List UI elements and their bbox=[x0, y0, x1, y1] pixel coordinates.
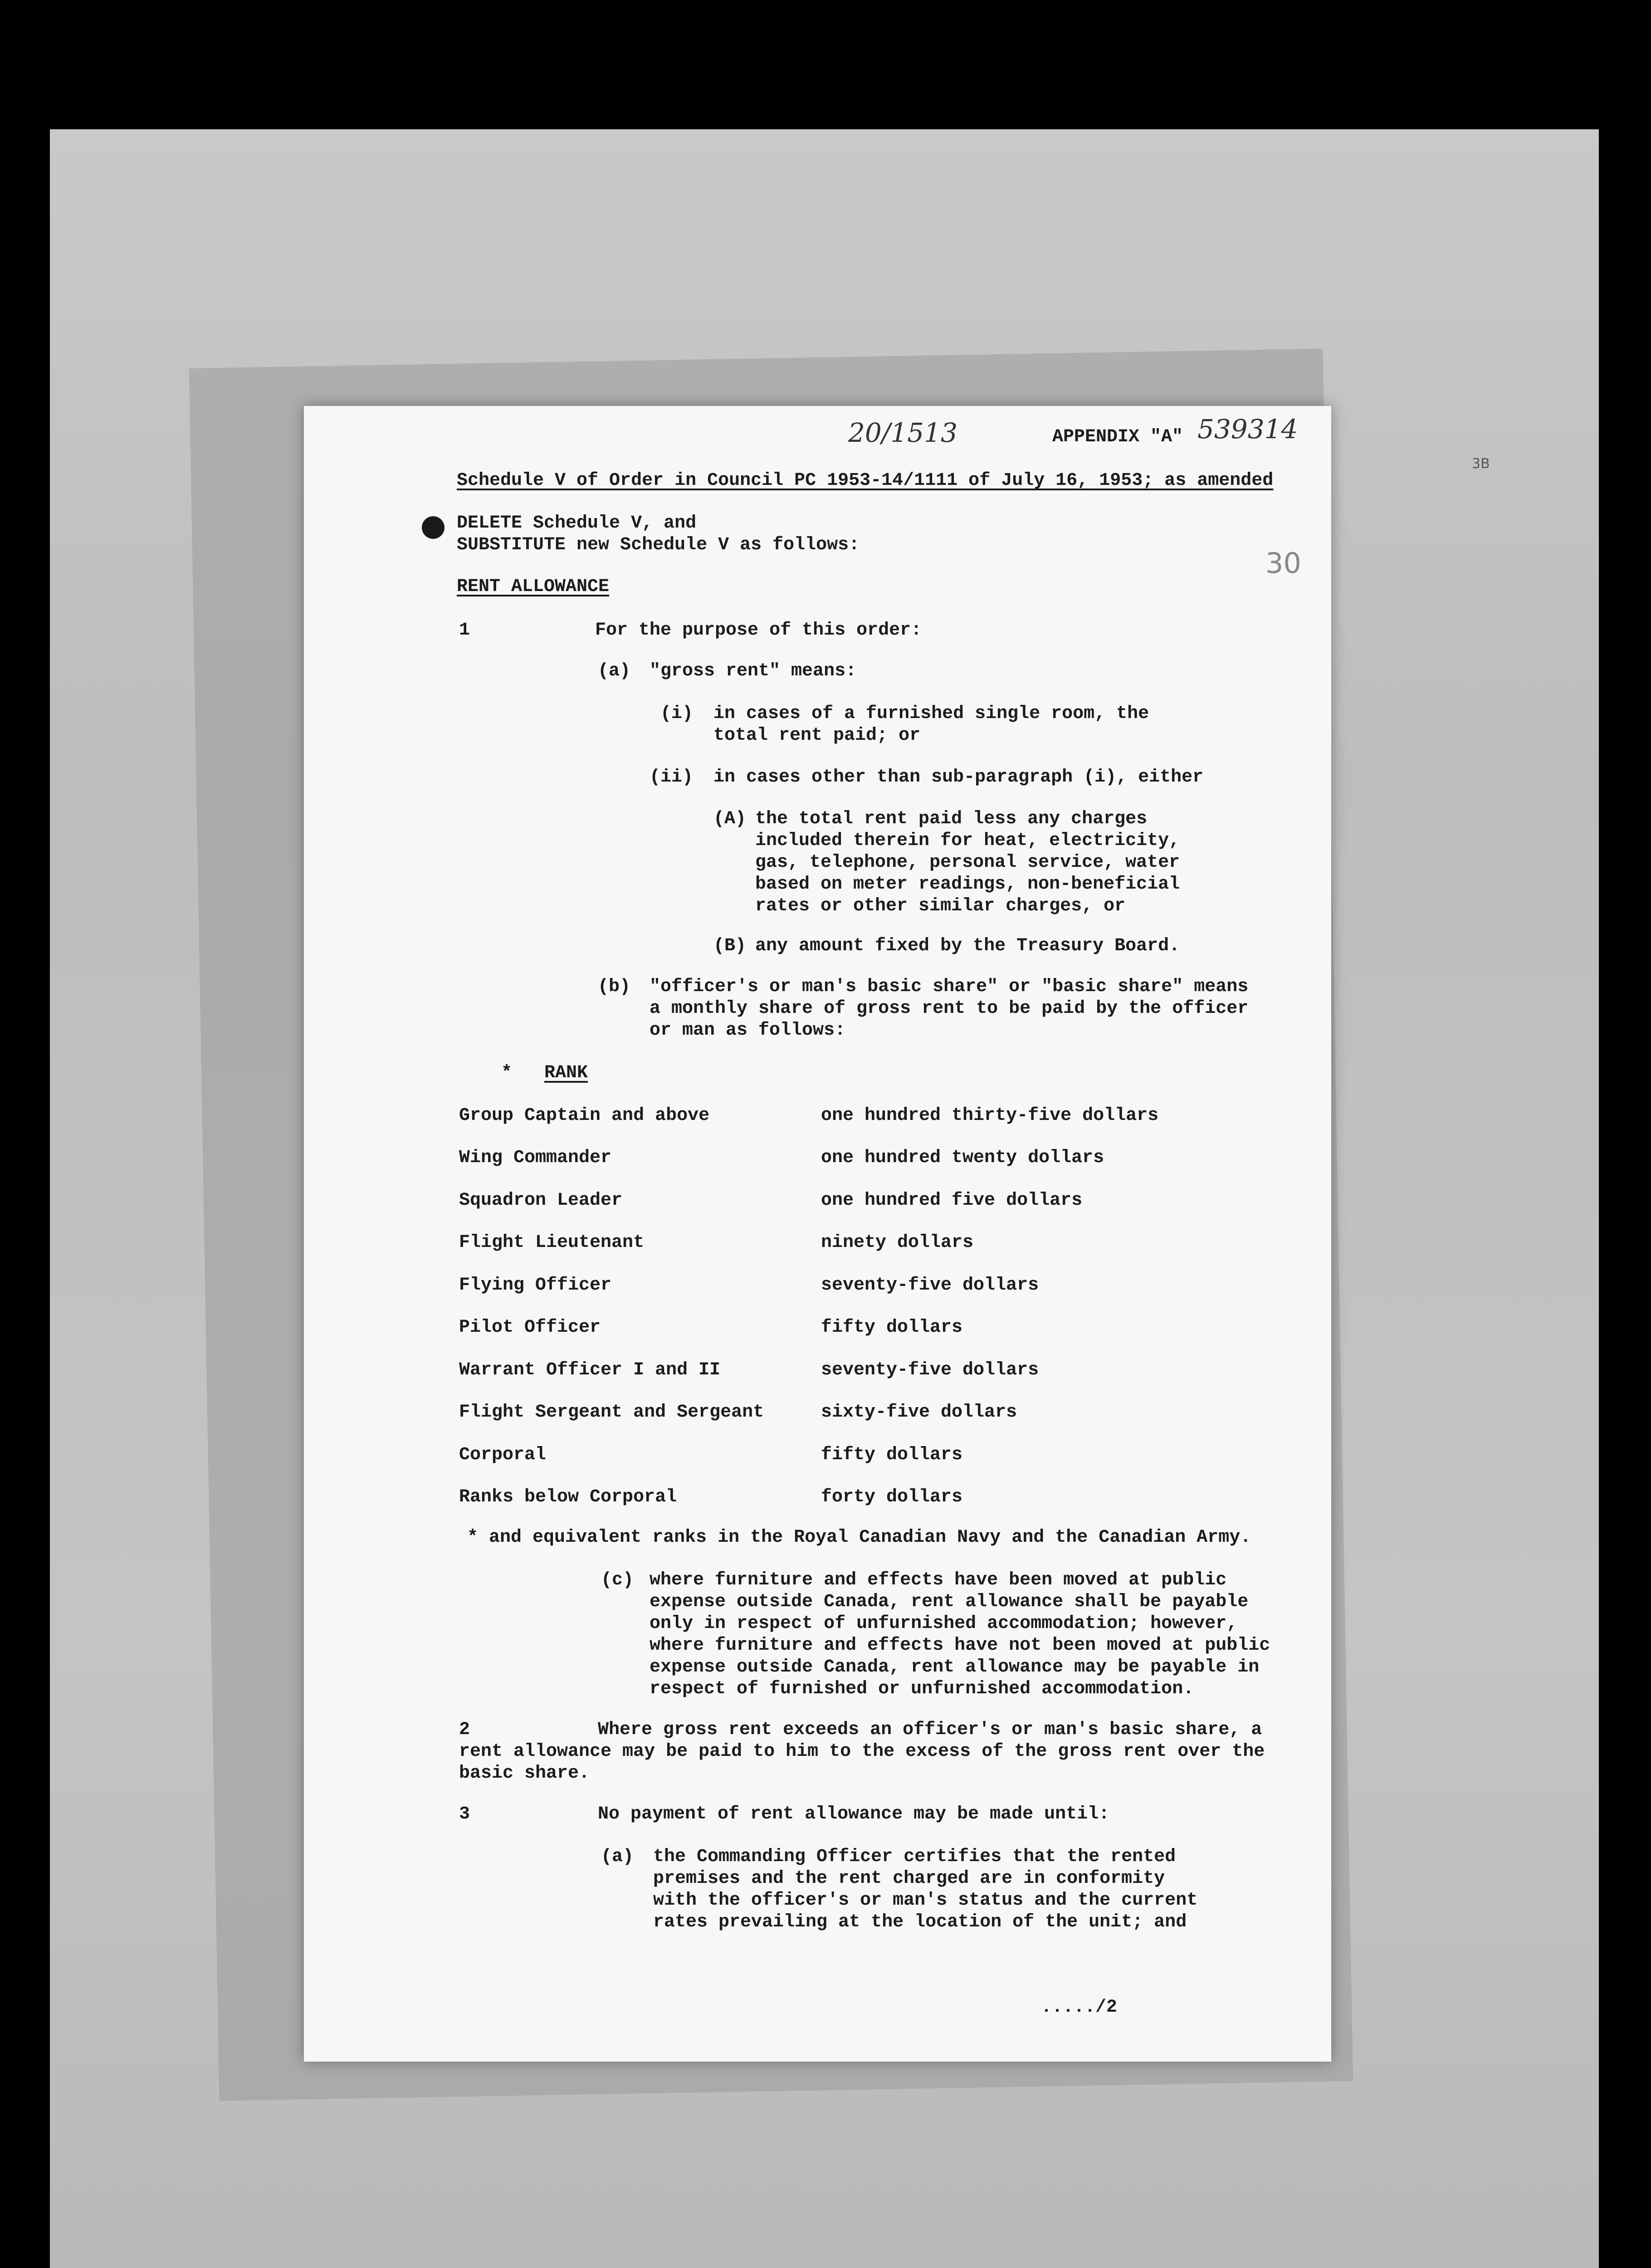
para1a-ii-B-label: (B) bbox=[713, 936, 747, 956]
intro-delete: DELETE Schedule V, and bbox=[457, 513, 697, 533]
para1b-line: a monthly share of gross rent to be paid by the officer bbox=[650, 998, 1249, 1019]
share-cell: forty dollars bbox=[821, 1487, 963, 1507]
para1a-ii-A-line: gas, telephone, personal service, water bbox=[755, 852, 1180, 873]
para3a-line: rates prevailing at the location of the unit; and bbox=[653, 1912, 1187, 1932]
para1a-ii-text: in cases other than sub-paragraph (i), either bbox=[713, 767, 1204, 787]
rank-marker: * bbox=[501, 1063, 513, 1083]
para3a-line: with the officer's or man's status and the current bbox=[653, 1890, 1198, 1911]
para1a-ii-A-line: the total rent paid less any charges bbox=[755, 809, 1148, 829]
para2-line2: rent allowance may be paid to him to the excess of the gross rent over the bbox=[459, 1741, 1265, 1762]
para3-number: 3 bbox=[459, 1804, 470, 1824]
share-cell: seventy-five dollars bbox=[821, 1275, 1039, 1295]
punch-hole bbox=[422, 516, 444, 539]
para1a-ii-A-line: included therein for heat, electricity, bbox=[755, 831, 1180, 851]
rank-cell: Pilot Officer bbox=[459, 1317, 601, 1338]
rank-cell: Wing Commander bbox=[459, 1148, 612, 1168]
rank-cell: Squadron Leader bbox=[459, 1190, 623, 1211]
intro-substitute: SUBSTITUTE new Schedule V as follows: bbox=[457, 535, 860, 555]
section-heading: RENT ALLOWANCE bbox=[457, 577, 610, 597]
share-cell: ninety dollars bbox=[821, 1232, 974, 1253]
share-cell: one hundred five dollars bbox=[821, 1190, 1083, 1211]
para1-number: 1 bbox=[459, 620, 470, 640]
appendix-label: APPENDIX "A" bbox=[1052, 427, 1183, 447]
para1a-label: (a) bbox=[598, 661, 631, 681]
para2-number: 2 bbox=[459, 1720, 470, 1740]
para3a-label: (a) bbox=[601, 1847, 634, 1867]
para1c-line: only in respect of unfurnished accommodation; however, bbox=[650, 1613, 1238, 1634]
para1c-line: where furniture and effects have been moved at public bbox=[650, 1570, 1227, 1590]
schedule-title: Schedule V of Order in Council PC 1953-14/1111 of July 16, 1953; as amended bbox=[457, 470, 1274, 491]
para1b-line: or man as follows: bbox=[650, 1020, 846, 1041]
share-cell: seventy-five dollars bbox=[821, 1360, 1039, 1380]
para1a-i-line2: total rent paid; or bbox=[713, 725, 921, 746]
para1a-ii-label: (ii) bbox=[650, 767, 694, 787]
margin-note: 3B bbox=[1472, 456, 1490, 472]
share-cell: one hundred thirty-five dollars bbox=[821, 1105, 1159, 1126]
para1a-ii-B-text: any amount fixed by the Treasury Board. bbox=[755, 936, 1180, 956]
para1c-line: respect of furnished or unfurnished accommodation. bbox=[650, 1679, 1194, 1699]
rank-cell: Flight Lieutenant bbox=[459, 1232, 645, 1253]
rank-cell: Corporal bbox=[459, 1445, 547, 1465]
para1a-i-label: (i) bbox=[660, 704, 694, 724]
rank-cell: Flying Officer bbox=[459, 1275, 612, 1295]
para2-line3: basic share. bbox=[459, 1763, 590, 1784]
para1a-ii-A-label: (A) bbox=[713, 809, 747, 829]
handwritten-reference: 20/1513 bbox=[848, 417, 957, 448]
share-cell: fifty dollars bbox=[821, 1445, 963, 1465]
share-cell: sixty-five dollars bbox=[821, 1402, 1017, 1422]
rank-heading: RANK bbox=[544, 1063, 588, 1083]
para3a-line: the Commanding Officer certifies that the rented bbox=[653, 1847, 1176, 1867]
para1a-text: "gross rent" means: bbox=[650, 661, 857, 681]
rank-cell: Ranks below Corporal bbox=[459, 1487, 677, 1507]
para1b-label: (b) bbox=[598, 977, 631, 997]
rank-footnote: * and equivalent ranks in the Royal Canadian Navy and the Canadian Army. bbox=[467, 1527, 1251, 1548]
para1-text: For the purpose of this order: bbox=[595, 620, 922, 640]
share-cell: one hundred twenty dollars bbox=[821, 1148, 1104, 1168]
para1a-ii-A-line: rates or other similar charges, or bbox=[755, 896, 1126, 916]
para1a-ii-A-line: based on meter readings, non-beneficial bbox=[755, 874, 1180, 894]
para2-line1: Where gross rent exceeds an officer's or man's basic share, a bbox=[598, 1720, 1262, 1740]
rank-cell: Group Captain and above bbox=[459, 1105, 710, 1126]
stamp-number: 30 bbox=[1265, 547, 1301, 580]
share-cell: fifty dollars bbox=[821, 1317, 963, 1338]
para1c-line: expense outside Canada, rent allowance shall be payable bbox=[650, 1592, 1249, 1612]
para1b-line: "officer's or man's basic share" or "basic share" means bbox=[650, 977, 1249, 997]
para1c-label: (c) bbox=[601, 1570, 634, 1590]
para3a-line: premises and the rent charged are in conformity bbox=[653, 1868, 1165, 1889]
para1a-i-line1: in cases of a furnished single room, the bbox=[713, 704, 1149, 724]
para1c-line: expense outside Canada, rent allowance may be payable in bbox=[650, 1657, 1260, 1677]
para3-text: No payment of rent allowance may be made until: bbox=[598, 1804, 1110, 1824]
handwritten-number: 539314 bbox=[1197, 414, 1298, 445]
rank-cell: Warrant Officer I and II bbox=[459, 1360, 721, 1380]
continuation-marker: ...../2 bbox=[1041, 1997, 1118, 2018]
rank-cell: Flight Sergeant and Sergeant bbox=[459, 1402, 764, 1422]
para1c-line: where furniture and effects have not been moved at public bbox=[650, 1635, 1270, 1656]
